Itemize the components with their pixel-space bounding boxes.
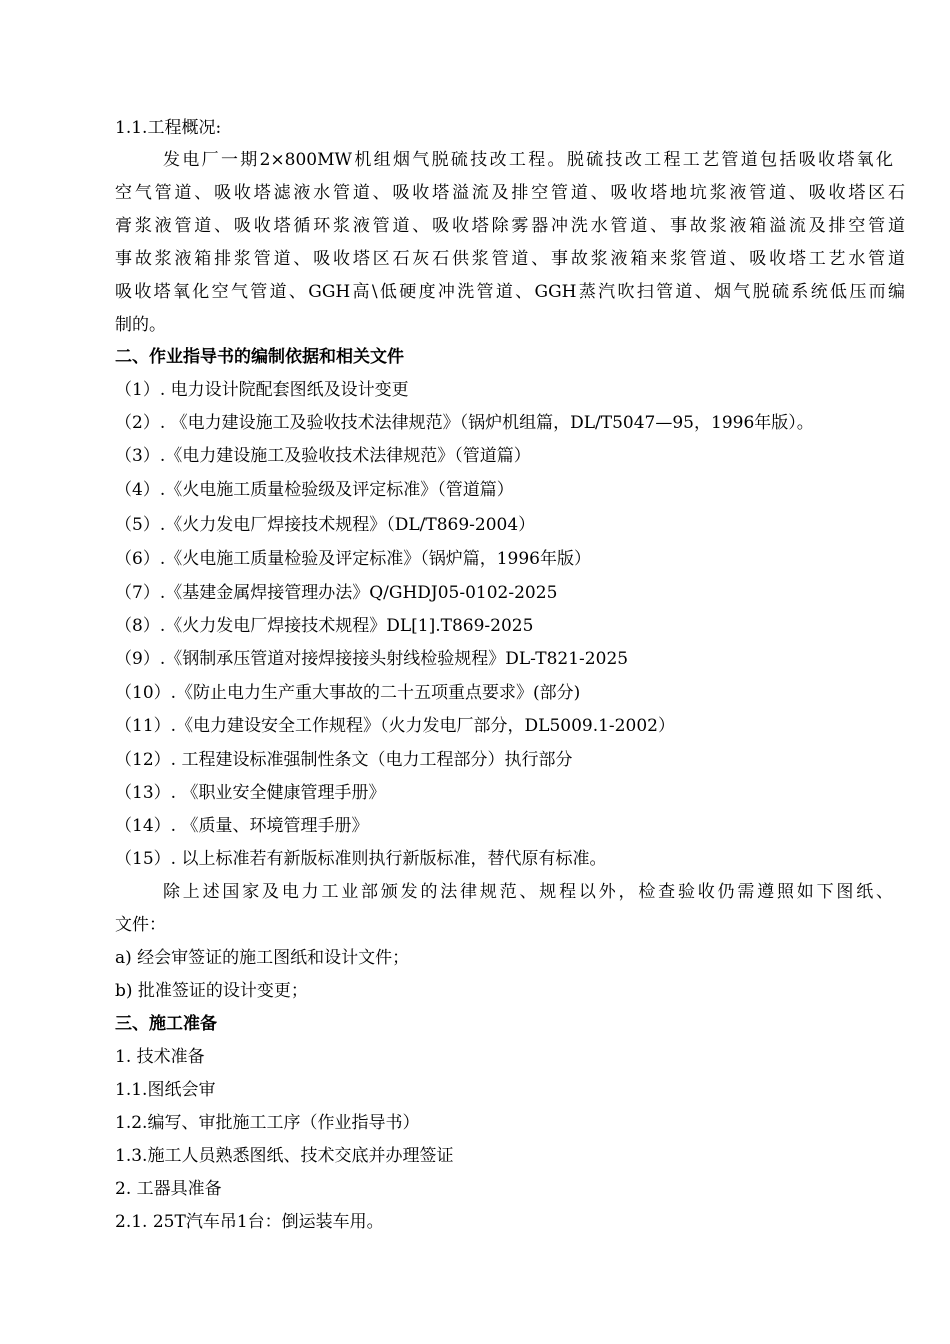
reference-item: （9）.《钢制承压管道对接焊接接头射线检验规程》DL-T821-2025 (115, 649, 629, 669)
reference-item: （12）. 工程建设标准强制性条文（电力工程部分）执行部分 (115, 750, 573, 770)
reference-item: （3）.《电力建设施工及验收技术法律规范》（管道篇） (115, 446, 531, 466)
reference-item: （14）. 《质量、环境管理手册》 (115, 816, 369, 836)
inspection-paragraph-line: 文件： (115, 915, 166, 935)
reference-item: （5）.《火力发电厂焊接技术规程》（DL/T869-2004） (115, 515, 536, 535)
reference-item: （10）.《防止电力生产重大事故的二十五项重点要求》(部分) (115, 683, 581, 703)
document-requirement-item: b) 批准签证的设计变更； (115, 981, 308, 1001)
overview-paragraph-line: 空气管道、吸收塔滤液水管道、吸收塔溢流及排空管道、吸收塔地坑浆液管道、吸收塔区石 (115, 183, 905, 203)
section-3-heading: 三、施工准备 (115, 1014, 217, 1034)
reference-item: （8）.《火力发电厂焊接技术规程》DL[1].T869-2025 (115, 616, 534, 636)
document-requirement-item: a) 经会审签证的施工图纸和设计文件； (115, 948, 410, 968)
preparation-item: 1. 技术准备 (115, 1047, 205, 1067)
section-1-1-title: 1.1.工程概况: (115, 118, 222, 138)
section-2-heading: 二、作业指导书的编制依据和相关文件 (115, 347, 404, 367)
overview-paragraph-line: 膏浆液管道、吸收塔循环浆液管道、吸收塔除雾器冲洗水管道、事故浆液箱溢流及排空管道 (115, 216, 905, 236)
reference-item: （2）. 《电力建设施工及验收技术法律规范》（锅炉机组篇，DL/T5047—95，1996年版）。 (115, 413, 814, 433)
reference-item: （13）. 《职业安全健康管理手册》 (115, 783, 386, 803)
reference-item: （15）. 以上标准若有新版标准则执行新版标准，替代原有标准。 (115, 849, 607, 869)
overview-paragraph-line: 发电厂一期2×800MW机组烟气脱硫技改工程。脱硫技改工程工艺管道包括吸收塔氧化 (163, 150, 893, 170)
preparation-item: 1.1.图纸会审 (115, 1080, 216, 1100)
overview-paragraph-line: 事故浆液箱排浆管道、吸收塔区石灰石供浆管道、事故浆液箱来浆管道、吸收塔工艺水管道 (115, 249, 905, 269)
reference-item: （11）.《电力建设安全工作规程》（火力发电厂部分，DL5009.1-2002） (115, 716, 675, 736)
inspection-paragraph-line: 除上述国家及电力工业部颁发的法律规范、规程以外，检查验收仍需遵照如下图纸、 (163, 882, 893, 902)
overview-paragraph-line: 吸收塔氧化空气管道、GGH高\低硬度冲洗管道、GGH蒸汽吹扫管道、烟气脱硫系统低压而编 (115, 282, 905, 302)
preparation-item: 1.2.编写、审批施工工序（作业指导书） (115, 1113, 420, 1133)
reference-item: （4）.《火电施工质量检验级及评定标准》（管道篇） (115, 480, 514, 500)
reference-item: （7）.《基建金属焊接管理办法》Q/GHDJ05-0102-2025 (115, 583, 558, 603)
preparation-item: 2.1. 25T汽车吊1台：倒运装车用。 (115, 1212, 384, 1232)
preparation-item: 1.3.施工人员熟悉图纸、技术交底并办理签证 (115, 1146, 454, 1166)
reference-item: （6）.《火电施工质量检验及评定标准》（锅炉篇，1996年版） (115, 549, 591, 569)
preparation-item: 2. 工器具准备 (115, 1179, 222, 1199)
overview-paragraph-line: 制的。 (115, 315, 166, 335)
reference-item: （1）. 电力设计院配套图纸及设计变更 (115, 380, 409, 400)
